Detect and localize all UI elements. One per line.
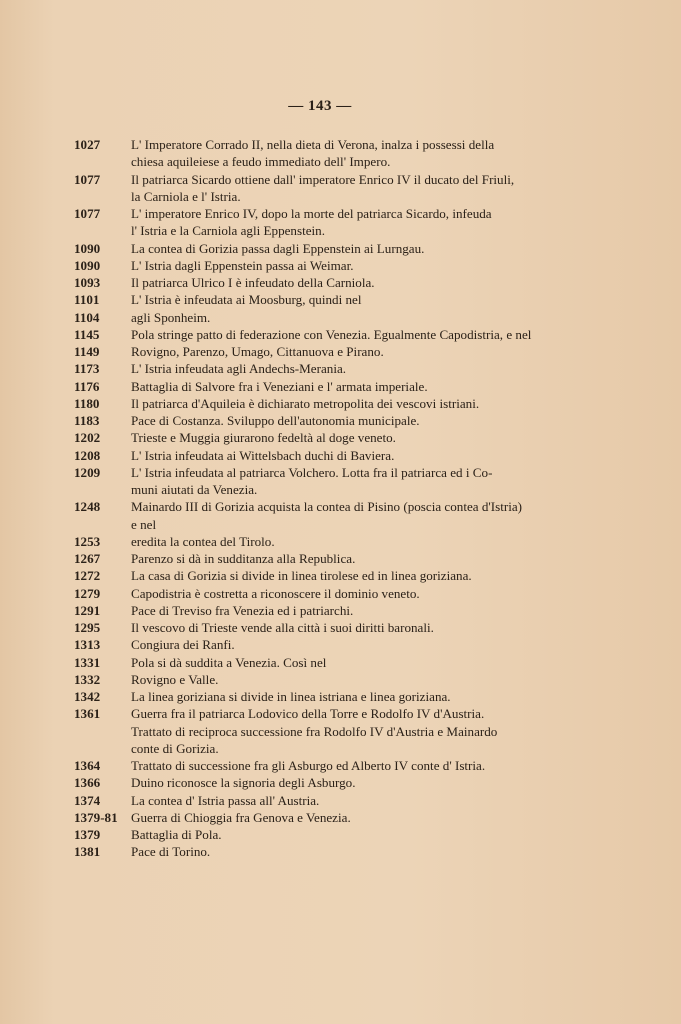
entry-text (131, 602, 574, 619)
entry-line: La contea di Gorizia passa dagli Eppenstein ai Lurngau. (131, 240, 425, 256)
chronology-entry (74, 464, 574, 499)
entry-year: 1149 (74, 344, 100, 359)
entry-year: 1176 (74, 378, 100, 394)
chronology-list (74, 136, 574, 861)
entry-line: Mainardo III di Gorizia acquista la contea di Pisino (poscia contea d'Istria) (131, 499, 523, 515)
entry-line: Trattato di reciproca successione fra Rodolfo IV d'Austria e Mainardo (131, 723, 498, 739)
entry-line: L' Istria è infeudata ai Moosburg, quindi nel (131, 292, 362, 308)
chronology-entry (74, 671, 574, 688)
chronology-entry (74, 774, 574, 791)
entry-text (131, 688, 574, 705)
entry-text (131, 429, 574, 446)
entry-text (131, 240, 574, 257)
entry-line: Battaglia di Salvore fra i Veneziani e l' armata imperiale. (131, 378, 428, 394)
entry-year: 1183 (74, 413, 100, 428)
entry-year: 1253 (74, 533, 101, 549)
entry-text (131, 464, 574, 499)
entry-text (131, 498, 574, 533)
entry-year: 1279 (74, 585, 101, 601)
entry-text (131, 619, 574, 636)
chronology-entry (74, 585, 574, 602)
entry-year: 1361 (74, 706, 101, 722)
entry-year: 1342 (74, 689, 101, 704)
chronology-entry (74, 360, 574, 377)
entry-line: Il vescovo di Trieste vende alla città i suoi diritti baronali. (131, 620, 434, 635)
entry-line: Rovigno e Valle. (131, 671, 219, 687)
chronology-entry (74, 843, 574, 860)
entry-line: Battaglia di Pola. (131, 827, 222, 842)
entry-line: Pace di Treviso fra Venezia ed i patriarchi. (131, 602, 354, 618)
chronology-entry (74, 274, 574, 291)
entry-line: L' Istria dagli Eppenstein passa ai Weimar. (131, 257, 354, 273)
entry-text (131, 309, 574, 326)
chronology-entry (74, 205, 574, 240)
chronology-entry (74, 136, 574, 171)
entry-text (131, 257, 574, 274)
chronology-entry (74, 688, 574, 705)
chronology-entry (74, 326, 574, 343)
entry-text (131, 705, 574, 757)
entry-line: Trattato di successione fra gli Asburgo ed Alberto IV conte d' Istria. (131, 758, 486, 773)
entry-text (131, 636, 574, 653)
entry-text (131, 757, 574, 774)
entry-text (131, 809, 574, 826)
chronology-entry (74, 792, 574, 809)
entry-text (131, 343, 574, 360)
chronology-entry (74, 826, 574, 843)
entry-text (131, 533, 574, 550)
entry-year: 1379-81 (74, 809, 118, 825)
entry-line: agli Sponheim. (131, 309, 211, 325)
entry-text (131, 843, 574, 860)
entry-line: Guerra fra il patriarca Lodovico della Torre e Rodolfo IV d'Austria. (131, 706, 485, 722)
entry-line: Pola si dà suddita a Venezia. Così nel (131, 654, 327, 670)
entry-year: 1180 (74, 395, 100, 411)
entry-year: 1090 (74, 240, 101, 256)
chronology-entry (74, 550, 574, 567)
chronology-entry (74, 412, 574, 429)
entry-year: 1208 (74, 447, 101, 463)
chronology-entry (74, 395, 574, 412)
chronology-entry (74, 240, 574, 257)
entry-line: chiesa aquileiese a feudo immediato dell' Impero. (131, 154, 391, 170)
entry-year: 1291 (74, 602, 101, 618)
chronology-entry (74, 533, 574, 550)
entry-year: 1364 (74, 758, 101, 773)
entry-year: 1272 (74, 568, 101, 584)
chronology-entry (74, 654, 574, 671)
entry-text (131, 378, 574, 395)
chronology-entry (74, 171, 574, 206)
entry-line: l' Istria e la Carniola agli Eppenstein. (131, 223, 325, 239)
entry-line: La contea d' Istria passa all' Austria. (131, 792, 320, 808)
entry-year: 1381 (74, 844, 101, 860)
entry-text (131, 671, 574, 688)
entry-text (131, 136, 574, 171)
entry-text (131, 412, 574, 429)
entry-text (131, 274, 574, 291)
entry-year: 1379 (74, 827, 101, 842)
chronology-entry (74, 809, 574, 826)
entry-year: 1173 (74, 361, 100, 377)
entry-line: Pace di Torino. (131, 844, 211, 860)
entry-line: Guerra di Chioggia fra Genova e Venezia. (131, 809, 351, 825)
entry-line: Parenzo si dà in sudditanza alla Republica. (131, 551, 356, 566)
entry-text (131, 585, 574, 602)
entry-year: 1077 (74, 171, 101, 187)
entry-line: conte di Gorizia. (131, 740, 219, 756)
entry-line: La linea goriziana si divide in linea istriana e linea goriziana. (131, 689, 451, 704)
chronology-entry (74, 705, 574, 757)
entry-line: Duino riconosce la signoria degli Asburgo. (131, 775, 356, 791)
chronology-entry (74, 429, 574, 446)
entry-text (131, 326, 574, 343)
chronology-entry (74, 498, 574, 533)
chronology-entry (74, 378, 574, 395)
entry-line: La casa di Gorizia si divide in linea tirolese ed in linea goriziana. (131, 568, 472, 584)
entry-line: Il patriarca Sicardo ottiene dall' imperatore Enrico IV il ducato del Friuli, (131, 171, 515, 187)
entry-line: muni aiutati da Venezia. (131, 482, 258, 497)
chronology-entry (74, 619, 574, 636)
entry-line: eredita la contea del Tirolo. (131, 533, 275, 549)
entry-text (131, 654, 574, 671)
entry-line: Pola stringe patto di federazione con Venezia. Egualmente Capodistria, e nel (131, 326, 532, 342)
entry-year: 1077 (74, 206, 101, 221)
entry-line: e nel (131, 516, 157, 532)
entry-text (131, 447, 574, 464)
entry-year: 1090 (74, 257, 101, 273)
entry-line: Il patriarca d'Aquileia è dichiarato metropolita dei vescovi istriani. (131, 395, 480, 411)
entry-year: 1374 (74, 792, 101, 808)
entry-year: 1145 (74, 326, 100, 342)
entry-year: 1248 (74, 499, 101, 515)
entry-line: Trieste e Muggia giurarono fedeltà al doge veneto. (131, 430, 396, 446)
entry-line: L' Imperatore Corrado II, nella dieta di Verona, inalza i possessi della (131, 137, 495, 152)
chronology-entry (74, 343, 574, 360)
entry-year: 1332 (74, 671, 101, 687)
entry-text (131, 826, 574, 843)
entry-line: Capodistria è costretta a riconoscere il dominio veneto. (131, 585, 420, 601)
page-number: — 143 — (288, 98, 352, 114)
chronology-entry (74, 602, 574, 619)
entry-line: Congiura dei Ranfi. (131, 637, 235, 653)
entry-year: 1209 (74, 464, 101, 480)
entry-text (131, 550, 574, 567)
entry-line: la Carniola e l' Istria. (131, 188, 241, 204)
chronology-entry (74, 636, 574, 653)
entry-text (131, 291, 574, 308)
chronology-entry (74, 257, 574, 274)
entry-text (131, 567, 574, 584)
entry-year: 1101 (74, 292, 100, 308)
entry-line: Il patriarca Ulrico I è infeudato della Carniola. (131, 275, 375, 290)
entry-line: Rovigno, Parenzo, Umago, Cittanuova e Pirano. (131, 344, 384, 359)
entry-year: 1313 (74, 637, 101, 653)
entry-line: L' imperatore Enrico IV, dopo la morte del patriarca Sicardo, infeuda (131, 206, 492, 221)
entry-line: L' Istria infeudata al patriarca Volchero. Lotta fra il patriarca ed i Co- (131, 464, 493, 480)
entry-line: L' Istria infeudata ai Wittelsbach duchi di Baviera. (131, 447, 395, 463)
entry-line: L' Istria infeudata agli Andechs-Merania. (131, 361, 347, 377)
entry-year: 1202 (74, 430, 101, 446)
chronology-entry (74, 757, 574, 774)
entry-text (131, 395, 574, 412)
entry-line: Pace di Costanza. Sviluppo dell'autonomia municipale. (131, 413, 420, 428)
entry-year: 1027 (74, 137, 101, 152)
chronology-entry (74, 291, 574, 308)
entry-year: 1267 (74, 551, 101, 566)
entry-year: 1104 (74, 309, 100, 325)
entry-text (131, 205, 574, 240)
entry-text (131, 171, 574, 206)
entry-year: 1366 (74, 775, 101, 791)
entry-year: 1331 (74, 654, 101, 670)
entry-text (131, 792, 574, 809)
entry-year: 1295 (74, 620, 101, 635)
chronology-entry (74, 447, 574, 464)
chronology-entry (74, 567, 574, 584)
entry-year: 1093 (74, 275, 101, 290)
chronology-entry (74, 309, 574, 326)
entry-text (131, 360, 574, 377)
entry-text (131, 774, 574, 791)
